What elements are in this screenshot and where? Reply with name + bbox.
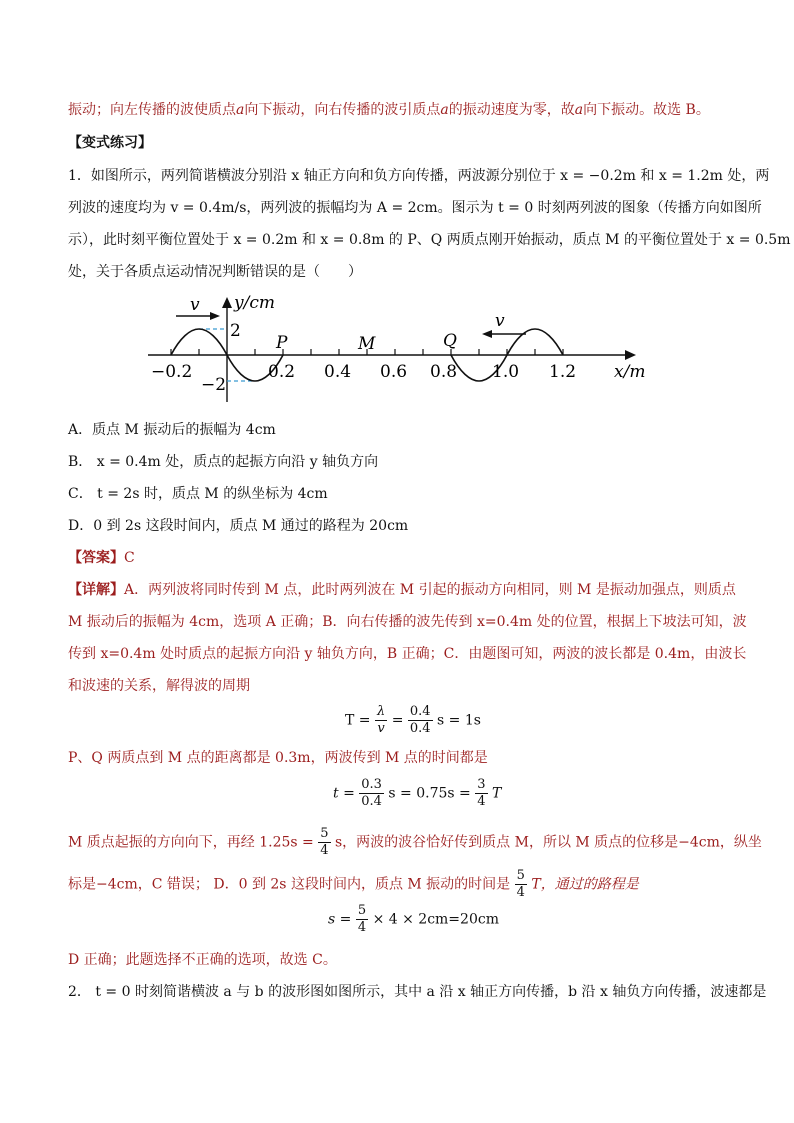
- y-axis-arrow: [222, 297, 232, 308]
- line6-num: 5: [320, 826, 329, 841]
- v-left-arrow-head: [482, 330, 492, 338]
- equation-period: [345, 704, 481, 737]
- tick-label-08: 0.8: [430, 362, 458, 382]
- point-p-label: P: [276, 333, 288, 353]
- eq3-den: 4: [357, 920, 367, 935]
- eq1-rhs: s = 1s: [437, 712, 481, 729]
- eq2-frac1: [359, 777, 384, 810]
- equation-path: [328, 903, 499, 936]
- intro-line: [68, 100, 710, 120]
- detail-line5: P、Q 两质点到 M 点的距离都是 0.3m，两波传到 M 点的时间都是: [68, 750, 488, 766]
- eq2-den2: 4: [477, 794, 486, 809]
- tick-label-neg02: −0.2: [151, 362, 193, 382]
- answer-line: [68, 548, 135, 568]
- detail-line8: D 正确；此题选择不正确的选项，故选 C。: [68, 952, 337, 968]
- line6-a: M 质点起振的方向向下，再经 1.25s =: [68, 834, 314, 851]
- eq3-frac: [356, 903, 368, 936]
- line7-den: 4: [516, 885, 525, 900]
- eq2-num2: 3: [477, 777, 486, 792]
- eq2-lhs: t =: [333, 785, 355, 802]
- detail-tag: 【详解】: [68, 582, 124, 598]
- equation-time: [333, 777, 501, 810]
- q1-line4: 处，关于各质点运动情况判断错误的是（ ）: [68, 264, 362, 280]
- answer-value: C: [124, 550, 135, 566]
- eq2-mid: s = 0.75s =: [388, 785, 471, 802]
- eq2-frac2: [475, 777, 487, 810]
- amp-neg-label: −2: [201, 375, 227, 395]
- detail-text1: A．两列波将同时传到 M 点，此时两列波在 M 引起的振动方向相同，则 M 是振动加强点，则质点: [124, 582, 736, 598]
- v-right-arrow-head: [210, 312, 220, 320]
- q1-line1: 1．如图所示，两列简谐横波分别沿 x 轴正方向和负方向传播，两波源分别位于 x = −0.2m 和 x = 1.2m 处，两: [68, 168, 770, 184]
- eq2-den1: 0.4: [361, 794, 382, 809]
- intro-part3: 的振动速度为零，故: [448, 102, 575, 118]
- eq1-den1: v: [377, 721, 385, 736]
- intro-a2: a: [440, 102, 449, 118]
- tick-label-06: 0.6: [380, 362, 408, 382]
- intro-a3: a: [574, 102, 584, 118]
- q1-line3: 示），此时刻平衡位置处于 x = 0.2m 和 x = 0.8m 的 P、Q 两质点刚开始振动，质点 M 的平衡位置处于 x = 0.5m: [68, 232, 791, 248]
- line6-den: 4: [320, 843, 329, 858]
- y-axis-label: y/cm: [234, 293, 275, 313]
- tick-label-02: 0.2: [268, 362, 296, 382]
- detail-line6: [68, 826, 762, 859]
- eq3-lhs: s =: [328, 911, 352, 928]
- eq1-den2: 0.4: [409, 721, 431, 736]
- intro-part4: 向下振动。故选 B。: [583, 102, 710, 118]
- eq3-rhs: × 4 × 2cm=20cm: [372, 911, 499, 928]
- eq1-lhs: T =: [345, 712, 371, 729]
- intro-part2: 向下振动，向右传播的波引质点: [244, 102, 441, 118]
- option-d: D．0 到 2s 这段时间内，质点 M 通过的路程为 20cm: [68, 518, 409, 534]
- tick-label-10: 1.0: [492, 362, 520, 382]
- line7-a: 标是−4cm，C 错误； D．0 到 2s 这段时间内，质点 M 振动的时间是: [68, 876, 511, 893]
- amp-pos-label: 2: [230, 321, 241, 341]
- line7-b: T，通过的路程是: [531, 876, 639, 893]
- detail-line3: 传到 x=0.4m 处时质点的起振方向沿 y 轴负方向，B 正确；C．由题图可知，两波的波长都是 0.4m，由波长: [68, 646, 747, 662]
- q2-line1: 2． t = 0 时刻简谐横波 a 与 b 的波形图如图所示，其中 a 沿 x 轴正方向传播，b 沿 x 轴负方向传播，波速都是: [68, 984, 767, 1000]
- tick-label-04: 0.4: [324, 362, 352, 382]
- v-label-right: v: [190, 295, 200, 315]
- answer-tag: 【答案】: [68, 550, 124, 566]
- point-q-label: Q: [443, 331, 457, 351]
- eq1-frac2: [408, 704, 433, 737]
- section-title: 【变式练习】: [68, 135, 152, 151]
- detail-line4: 和波速的关系，解得波的周期: [68, 678, 250, 694]
- detail-line1: [68, 580, 736, 600]
- q1-line2: 列波的速度均为 v = 0.4m/s，两列波的振幅均为 A = 2cm。图示为 t = 0 时刻两列波的图象（传播方向如图所: [68, 200, 762, 216]
- intro-a1: a: [236, 102, 245, 118]
- option-b: B． x = 0.4m 处，质点的起振方向沿 y 轴负方向: [68, 454, 379, 470]
- eq1-num2: 0.4: [409, 704, 431, 719]
- eq2-num1: 0.3: [361, 777, 382, 792]
- detail-line2: M 振动后的振幅为 4cm，选项 A 正确；B．向右传播的波先传到 x=0.4m 处的位置，根据上下坡法可知，波: [68, 614, 747, 630]
- line6-frac: [318, 826, 330, 859]
- point-m-label: M: [358, 334, 376, 354]
- line7-num: 5: [516, 868, 525, 883]
- tick-label-12: 1.2: [549, 362, 577, 382]
- eq1-num1: λ: [376, 704, 386, 719]
- option-a: A．质点 M 振动后的振幅为 4cm: [68, 422, 276, 438]
- eq2-rhs: T: [491, 785, 502, 802]
- detail-line7: [68, 868, 639, 901]
- wave-figure: [140, 292, 650, 407]
- eq1-frac1: [375, 704, 387, 737]
- intro-part1: 振动；向左传播的波使质点: [68, 102, 236, 118]
- v-label-left: v: [495, 311, 505, 331]
- eq3-num: 5: [357, 903, 367, 918]
- eq1-mid: =: [391, 712, 404, 729]
- x-axis-arrow: [625, 350, 636, 360]
- x-axis-label: x/m: [614, 362, 646, 382]
- line6-b: s，两波的波谷恰好传到质点 M，所以 M 质点的位移是−4cm，纵坐: [334, 834, 762, 851]
- option-c: C． t = 2s 时，质点 M 的纵坐标为 4cm: [68, 486, 328, 502]
- line7-frac: [515, 868, 527, 901]
